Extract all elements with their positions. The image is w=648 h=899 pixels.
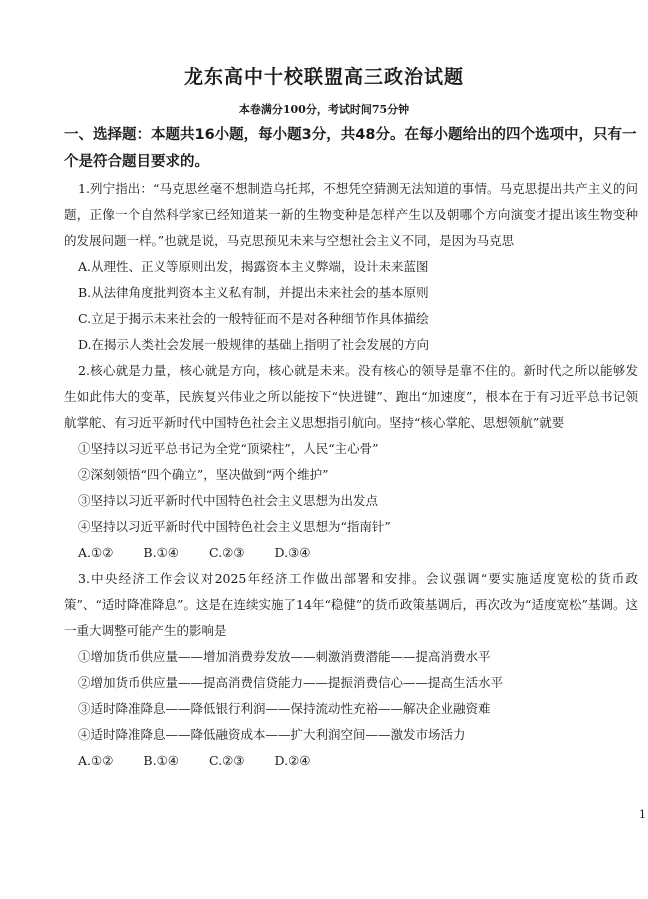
question-2-answer-a: A.①② [78,545,114,560]
question-3-item-1: ①增加货币供应量——增加消费券发放——刺激消费潜能——提高消费水平 [78,649,491,664]
question-1-option-b: B.从法律角度批判资本主义私有制，并提出未来社会的基本原则 [78,285,429,300]
question-1-option-d: D.在揭示人类社会发展一般规律的基础上指明了社会发展的方向 [78,337,430,352]
questions-body [64,176,638,774]
question-3-item-4: ④适时降准降息——降低融资成本——扩大利润空间——激发市场活力 [78,727,466,742]
question-3-item-2: ②增加货币供应量——提高消费信贷能力——提振消费信心——提高生活水平 [78,675,504,690]
question-1-option-c: C.立足于揭示未来社会的一般特征而不是对各种细节作具体描绘 [78,311,429,326]
question-3-stem: 3.中央经济工作会议对2025年经济工作做出部署和安排。会议强调“要实施适度宽松的货币政策”、“适时降准降息”。这是在连续实施了14年“稳健”的货币政策基调后，再次改为“适度宽松”基调。这一重大调整可能产生的影响是 [64,571,638,638]
exam-info: 本卷满分100分，考试时间75分钟 [238,103,410,116]
question-2-stem: 2.核心就是力量，核心就是方向，核心就是未来。没有核心的领导是靠不住的。新时代之所以能够发生如此伟大的变革，民族复兴伟业之所以能按下“快进键”、跑出“加速度”，根本在于有习近平总书记领航掌舵、有习近平新时代中国特色社会主义思想指引航向。坚持“核心掌舵、思想领航”就要 [64,363,638,430]
question-2-item-1: ①坚持以习近平总书记为全党“顶梁柱”，人民“主心骨” [78,441,379,456]
question-2-item-3: ③坚持以习近平新时代中国特色社会主义思想为出发点 [78,493,379,508]
question-3-answers [64,748,638,774]
question-3-item-3: ③适时降准降息——降低银行利润——保持流动性充裕——解决企业融资难 [78,701,491,716]
question-3-answer-c: C.②③ [209,753,245,768]
question-3-answer-a: A.①② [78,753,114,768]
question-2-answer-b: B.①④ [143,545,179,560]
question-1-stem: 1.列宁指出：“马克思丝毫不想制造乌托邦，不想凭空猜测无法知道的事情。马克思提出共产主义的问题，正像一个自然科学家已经知道某一新的生物变种是怎样产生以及朝哪个方向演变才提出该生物变种的发展问题一样。”也就是说，马克思预见未来与空想社会主义不同，是因为马克思 [64,181,638,248]
section-heading: 一、选择题：本题共16小题，每小题3分，共48分。在每小题给出的四个选项中，只有一个是符合题目要求的。 [64,127,637,170]
question-2-item-4: ④坚持以习近平新时代中国特色社会主义思想为“指南针” [78,519,391,534]
question-2-answer-d: D.③④ [274,545,311,560]
question-2-answer-c: C.②③ [209,545,245,560]
question-3-answer-b: B.①④ [143,753,179,768]
question-2-answers [64,540,638,566]
question-2-item-2: ②深刻领悟“四个确立”，坚决做到“两个维护” [78,467,329,482]
page-title: 龙东高中十校联盟高三政治试题 [183,66,464,88]
question-3-answer-d: D.②④ [274,753,311,768]
page-number: 1 [639,808,646,821]
question-1-option-a: A.从理性、正义等原则出发，揭露资本主义弊端，设计未来蓝图 [78,259,429,274]
